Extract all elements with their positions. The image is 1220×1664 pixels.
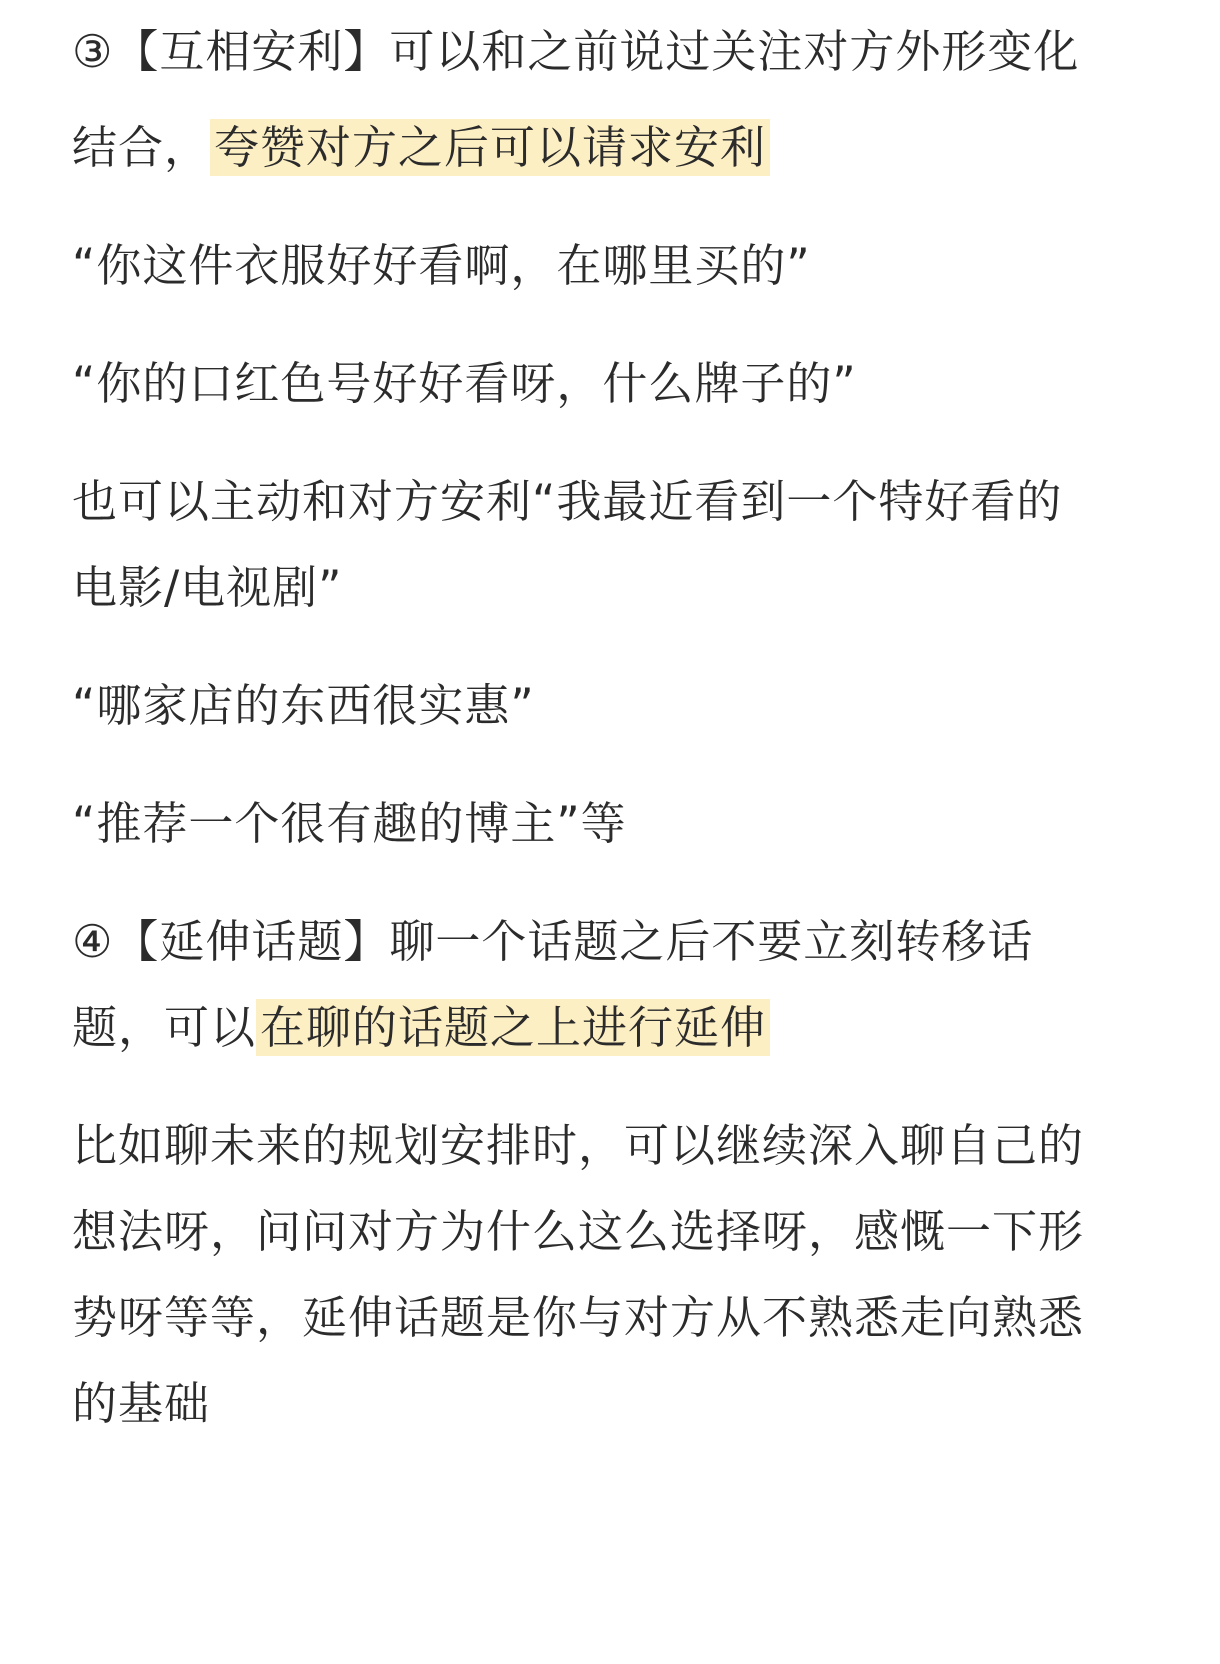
section3-heading-plain: 结合， <box>72 121 211 174</box>
section4-paragraph-text-1: 比如聊未来的规划安排时，可以继续深入聊自己的 <box>72 1119 1085 1172</box>
section4-heading-continued <box>72 998 1162 1058</box>
section4-heading <box>72 912 1162 972</box>
section4-paragraph-line <box>72 1374 1162 1434</box>
section4-paragraph-line <box>72 1202 1162 1262</box>
section3-heading <box>72 22 1162 82</box>
section3-highlight: 夸赞对方之后可以请求安利 <box>210 119 770 176</box>
example-store <box>72 676 1162 736</box>
example-lipstick <box>72 354 1162 414</box>
section3-heading-text: ③【互相安利】可以和之前说过关注对方外形变化 <box>72 25 1080 78</box>
section4-paragraph-line <box>72 1288 1162 1348</box>
section4-highlight: 在聊的话题之上进行延伸 <box>256 999 770 1056</box>
section4-heading-plain: 题，可以 <box>72 1001 257 1054</box>
proactive-recommend-line-continued <box>72 558 1162 618</box>
example-blogger-text: “推荐一个很有趣的博主”等 <box>72 797 627 850</box>
section4-paragraph-line <box>72 1116 1162 1176</box>
proactive-recommend-text: 也可以主动和对方安利“我最近看到一个特好看的 <box>72 475 1063 528</box>
proactive-recommend-line <box>72 472 1162 532</box>
proactive-recommend-text-continued: 电影/电视剧” <box>72 561 343 614</box>
example-blogger <box>72 794 1162 854</box>
example-clothes <box>72 236 1162 296</box>
section4-paragraph-text-3: 势呀等等，延伸话题是你与对方从不熟悉走向熟悉 <box>72 1291 1085 1344</box>
section3-heading-continued <box>72 118 1162 178</box>
example-clothes-text: “你这件衣服好好看啊，在哪里买的” <box>72 239 811 292</box>
section4-heading-text: ④【延伸话题】聊一个话题之后不要立刻转移话 <box>72 915 1034 968</box>
section4-paragraph-text-4: 的基础 <box>72 1377 211 1430</box>
example-lipstick-text: “你的口红色号好好看呀，什么牌子的” <box>72 357 857 410</box>
section4-paragraph-text-2: 想法呀，问问对方为什么这么选择呀，感慨一下形 <box>72 1205 1085 1258</box>
example-store-text: “哪家店的东西很实惠” <box>72 679 535 732</box>
